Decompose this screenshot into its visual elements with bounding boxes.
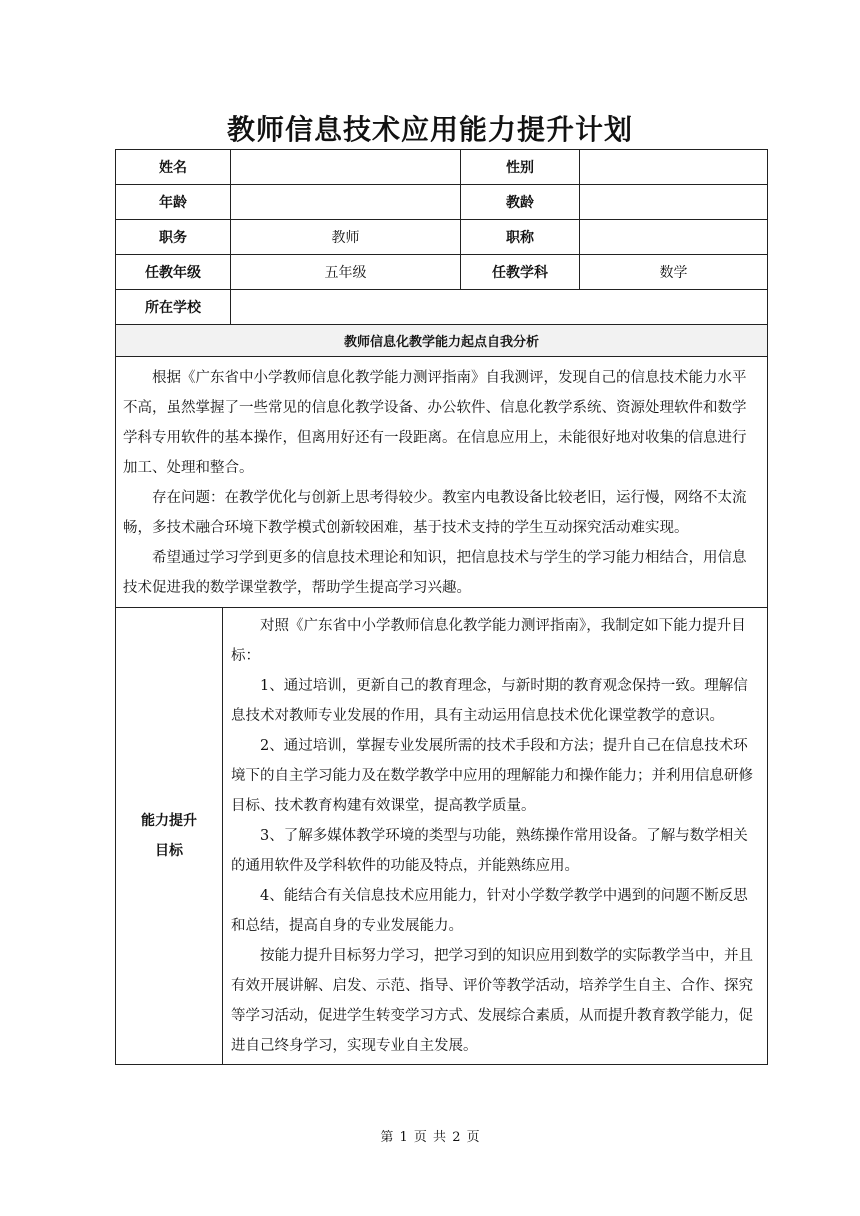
analysis-paragraph: 根据《广东省中小学教师信息化教学能力测评指南》自我测评，发现自己的信息技术能力水平不高，虽然掌握了一些常见的信息化教学设备、办公软件、信息化教学系统、资源处理软件和数学学科专用软件的基本操作，但离用好还有一段距离。在信息应用上，未能很好地对收集的信息进行加工、处理和整合。: [123, 370, 747, 476]
goals-paragraph: 4、能结合有关信息技术应用能力，针对小学数学教学中遇到的问题不断反思和总结，提高自身的专业发展能力。: [231, 888, 748, 934]
gender-label: 性别: [461, 150, 580, 185]
grade-label: 任教年级: [116, 255, 231, 290]
age-label: 年龄: [116, 185, 231, 220]
age-value[interactable]: [231, 185, 461, 220]
row-position-title: [116, 220, 768, 255]
goals-label-cell: [116, 608, 223, 1065]
goals-paragraph: 按能力提升目标努力学习，把学习到的知识应用到数学的实际教学当中，并且有效开展讲解、启发、示范、指导、评价等教学活动，培养学生自主、合作、探究等学习活动，促进学生转变学习方式、发展综合素质，从而提升教育教学能力，促进自己终身学习，实现专业自主发展。: [231, 948, 753, 1054]
professional-title-value[interactable]: [580, 220, 768, 255]
school-value[interactable]: [231, 290, 768, 325]
page-title: 教师信息技术应用能力提升计划: [226, 113, 633, 146]
teaching-years-value[interactable]: [580, 185, 768, 220]
subject-label: 任教学科: [461, 255, 580, 290]
analysis-paragraph: 存在问题：在教学优化与创新上思考得较少。教室内电教设备比较老旧，运行慢，网络不太流畅，多技术融合环境下教学模式创新较困难，基于技术支持的学生互动探究活动难实现。: [123, 490, 747, 536]
goals-paragraph: 2、通过培训，掌握专业发展所需的技术手段和方法；提升自己在信息技术环境下的自主学习能力及在数学教学中应用的理解能力和操作能力；并利用信息研修目标、技术教育构建有效课堂，提高教学质量。: [231, 738, 753, 814]
goals-text-cell: [223, 608, 768, 1065]
school-label: 所在学校: [116, 290, 231, 325]
page-footer: 第 1 页 共 2 页: [380, 1130, 480, 1145]
grade-value[interactable]: 五年级: [231, 255, 461, 290]
subject-value[interactable]: 数学: [580, 255, 768, 290]
row-age-teaching-years: [116, 185, 768, 220]
goals-label-line: 目标: [155, 843, 183, 859]
position-value[interactable]: 教师: [231, 220, 461, 255]
position-label: 职务: [116, 220, 231, 255]
goals-paragraph: 3、了解多媒体教学环境的类型与功能，熟练操作常用设备。了解与数学相关的通用软件及学科软件的功能及特点，并能熟练应用。: [231, 828, 748, 874]
analysis-paragraph: 希望通过学习学到更多的信息技术理论和知识，把信息技术与学生的学习能力相结合，用信息技术促进我的数学课堂教学，帮助学生提高学习兴趣。: [123, 550, 747, 596]
teaching-years-label: 教龄: [461, 185, 580, 220]
row-analysis-body: [116, 357, 768, 608]
row-goals: [116, 608, 768, 1065]
name-label: 姓名: [116, 150, 231, 185]
plan-form-table: [115, 149, 768, 1065]
goals-label-line: 能力提升: [141, 813, 197, 829]
analysis-text-cell: [116, 357, 768, 608]
professional-title-label: 职称: [461, 220, 580, 255]
name-value[interactable]: [231, 150, 461, 185]
analysis-heading: 教师信息化教学能力起点自我分析: [116, 325, 768, 357]
row-analysis-heading: [116, 325, 768, 357]
row-school: [116, 290, 768, 325]
gender-value[interactable]: [580, 150, 768, 185]
goals-paragraph: 1、通过培训，更新自己的教育理念，与新时期的教育观念保持一致。理解信息技术对教师专业发展的作用，具有主动运用信息技术优化课堂教学的意识。: [231, 678, 748, 724]
row-name-gender: [116, 150, 768, 185]
row-grade-subject: [116, 255, 768, 290]
goals-paragraph: 对照《广东省中小学教师信息化教学能力测评指南》，我制定如下能力提升目标：: [231, 618, 746, 664]
